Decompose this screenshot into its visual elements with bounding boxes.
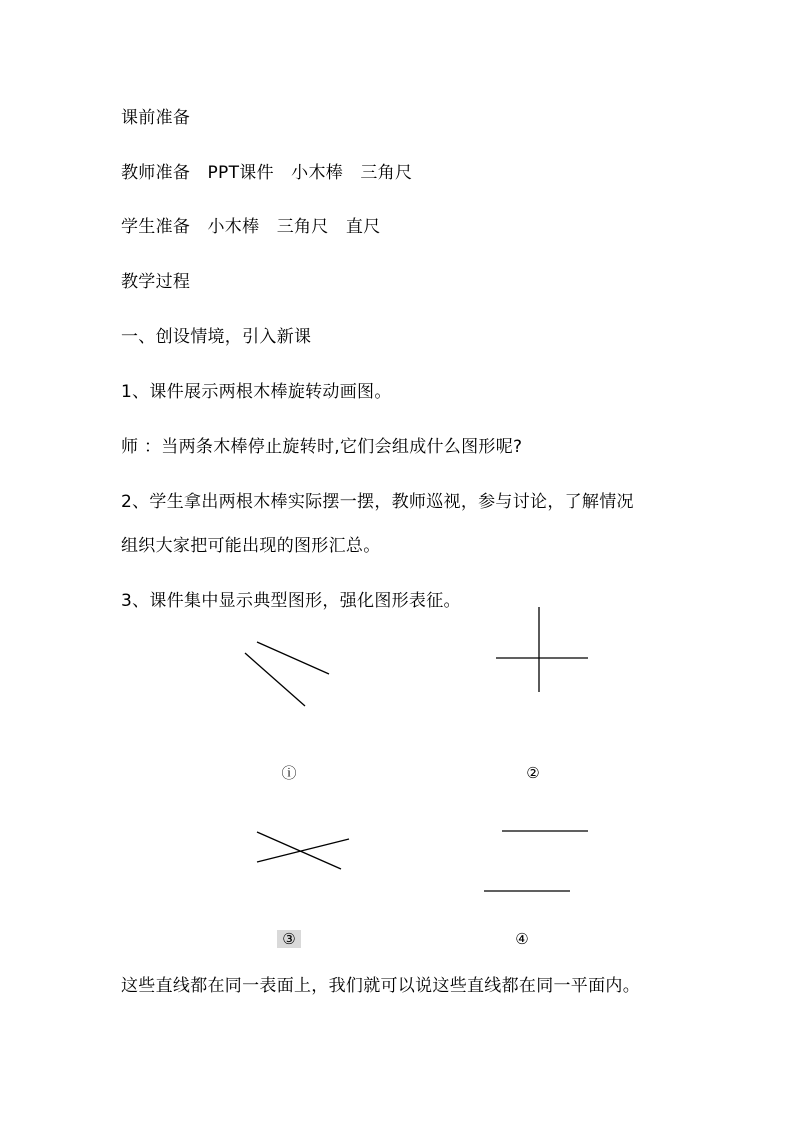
student-prep-line: 学生准备 小木棒 三角尺 直尺 [121, 217, 381, 237]
section-process-heading: 教学过程 [121, 272, 191, 292]
figure-1-label: ⓘ [281, 764, 297, 782]
figure-4-label: ④ [515, 930, 529, 948]
figure-3-line-a [257, 832, 341, 869]
figure-1-line-b [245, 653, 305, 706]
section-prep-heading: 课前准备 [121, 108, 191, 128]
figure-1-line-a [257, 642, 329, 674]
figure-3-line-b [257, 839, 349, 862]
step1-text: 1、课件展示两根木棒旋转动画图。 [121, 382, 392, 402]
figure-1-lines [245, 642, 329, 706]
part1-title: 一、创设情境，引入新课 [121, 327, 312, 347]
figure-2-label: ② [526, 764, 540, 782]
step3-text: 3、课件集中显示典型图形，强化图形表征。 [121, 591, 461, 611]
step2-text-line2: 组织大家把可能出现的图形汇总。 [121, 536, 381, 556]
figure-3-lines [257, 832, 349, 869]
figure-4-lines [484, 831, 588, 891]
figure-3-label: ③ [277, 930, 301, 948]
figure-2-lines [496, 607, 588, 692]
conclusion-text: 这些直线都在同一表面上，我们就可以说这些直线都在同一平面内。 [121, 976, 640, 996]
teacher-question: 师 ：当两条木棒停止旋转时,它们会组成什么图形呢? [121, 437, 523, 457]
step2-text-line1: 2、学生拿出两根木棒实际摆一摆，教师巡视，参与讨论，了解情况 [121, 492, 634, 512]
teacher-prep-line: 教师准备 PPT课件 小木棒 三角尺 [121, 163, 413, 183]
